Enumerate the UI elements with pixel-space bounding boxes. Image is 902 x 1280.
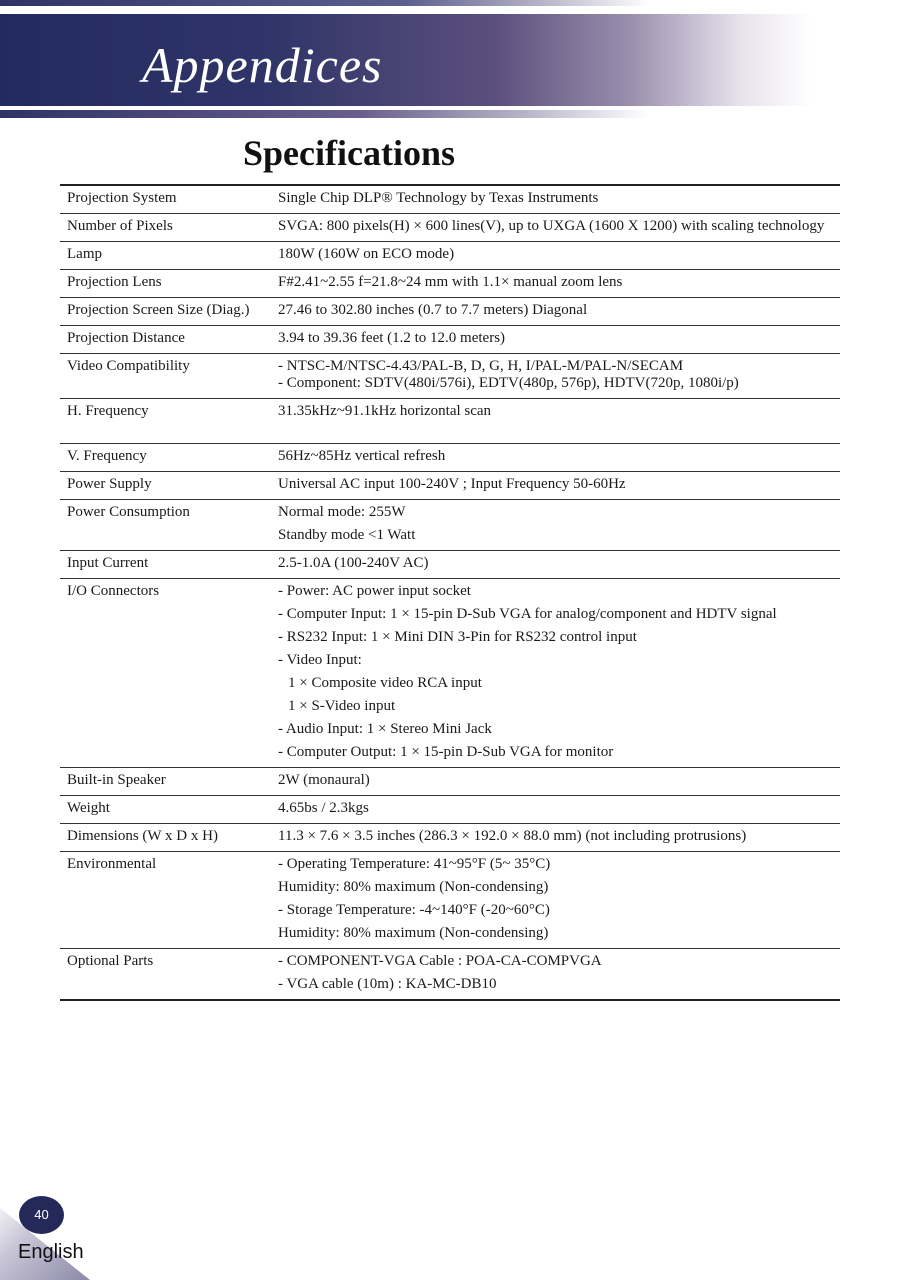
spec-value-line: Single Chip DLP® Technology by Texas Instruments xyxy=(278,190,599,206)
chapter-title: Appendices xyxy=(142,37,383,93)
spec-row-lamp xyxy=(60,242,840,270)
spec-label: V. Frequency xyxy=(60,444,271,472)
spec-value-line: - Audio Input: 1 × Stereo Mini Jack xyxy=(278,721,492,737)
spec-value-line: Humidity: 80% maximum (Non-condensing) xyxy=(278,879,549,895)
spec-value-line: F#2.41~2.55 f=21.8~24 mm with 1.1× manual zoom lens xyxy=(278,274,623,290)
spec-label: I/O Connectors xyxy=(60,579,271,768)
spec-value-line: 27.46 to 302.80 inches (0.7 to 7.7 meters) Diagonal xyxy=(278,302,588,318)
section-title: Specifications xyxy=(243,133,455,173)
spec-value-line: - COMPONENT-VGA Cable : POA-CA-COMPVGA xyxy=(278,953,602,969)
spec-value xyxy=(271,852,840,949)
spec-value-line: - Video Input: xyxy=(278,652,362,668)
spec-value xyxy=(271,472,840,500)
spec-label: Projection Lens xyxy=(60,270,271,298)
spec-label: Weight xyxy=(60,796,271,824)
spec-row-built-in-speaker xyxy=(60,768,840,796)
spec-value-line: Humidity: 80% maximum (Non-condensing) xyxy=(278,925,549,941)
spec-label: H. Frequency xyxy=(60,399,271,444)
spec-row-power-consumption xyxy=(60,500,840,551)
spec-row-h-frequency xyxy=(60,399,840,444)
spec-row-power-supply xyxy=(60,472,840,500)
spec-value-line: - Component: SDTV(480i/576i), EDTV(480p, 576p), HDTV(720p, 1080i/p) xyxy=(278,375,739,391)
spec-label: Lamp xyxy=(60,242,271,270)
spec-value-line: 11.3 × 7.6 × 3.5 inches (286.3 × 192.0 × 88.0 mm) (not including protrusions) xyxy=(278,828,747,844)
spec-value xyxy=(271,242,840,270)
spec-row-environmental xyxy=(60,852,840,949)
spec-row-input-current xyxy=(60,551,840,579)
spec-value xyxy=(271,354,840,399)
spec-row-optional-parts xyxy=(60,949,840,1001)
spec-value-line: Universal AC input 100-240V ; Input Frequency 50-60Hz xyxy=(278,476,626,492)
spec-value xyxy=(271,399,840,444)
spec-label: Projection Screen Size (Diag.) xyxy=(60,298,271,326)
spec-row-io-connectors xyxy=(60,579,840,768)
spec-value-line: 31.35kHz~91.1kHz horizontal scan xyxy=(278,403,492,419)
spec-value xyxy=(271,579,840,768)
spec-value-line: - Computer Output: 1 × 15-pin D-Sub VGA for monitor xyxy=(278,744,614,760)
spec-value-line: - VGA cable (10m) : KA-MC-DB10 xyxy=(278,976,497,992)
spec-row-dimensions xyxy=(60,824,840,852)
spec-label: Projection System xyxy=(60,185,271,214)
spec-value xyxy=(271,298,840,326)
banner-bottom-strip xyxy=(0,110,902,118)
spec-value-line: 1 × Composite video RCA input xyxy=(288,675,482,691)
spec-row-video-compatibility xyxy=(60,354,840,399)
spec-value xyxy=(271,270,840,298)
spec-value xyxy=(271,185,840,214)
spec-value xyxy=(271,949,840,1001)
spec-label: Power Supply xyxy=(60,472,271,500)
specifications-table xyxy=(60,184,840,1001)
spec-row-number-of-pixels xyxy=(60,214,840,242)
spec-row-projection-screen-size xyxy=(60,298,840,326)
spec-row-projection-distance xyxy=(60,326,840,354)
spec-value xyxy=(271,551,840,579)
spec-value-line: 3.94 to 39.36 feet (1.2 to 12.0 meters) xyxy=(278,330,506,346)
spec-value-line: Normal mode: 255W xyxy=(278,504,406,520)
spec-value-line: - RS232 Input: 1 × Mini DIN 3-Pin for RS232 control input xyxy=(278,629,637,645)
top-decorative-strip xyxy=(0,0,902,6)
spec-value xyxy=(271,444,840,472)
spec-label: Optional Parts xyxy=(60,949,271,1001)
spec-label: Input Current xyxy=(60,551,271,579)
spec-label: Dimensions (W x D x H) xyxy=(60,824,271,852)
spec-value xyxy=(271,768,840,796)
page-number: 40 xyxy=(19,1196,64,1234)
chapter-banner xyxy=(0,14,902,106)
spec-label: Projection Distance xyxy=(60,326,271,354)
spec-value-line: - Operating Temperature: 41~95°F (5~ 35°C) xyxy=(278,856,551,872)
spec-row-projection-lens xyxy=(60,270,840,298)
spec-value-line: 1 × S-Video input xyxy=(288,698,396,714)
spec-value xyxy=(271,796,840,824)
spec-value xyxy=(271,824,840,852)
page-language-label: English xyxy=(18,1241,84,1263)
spec-value-line: - Computer Input: 1 × 15-pin D-Sub VGA for analog/component and HDTV signal xyxy=(278,606,777,622)
spec-value xyxy=(271,214,840,242)
spec-value-line: 4.65bs / 2.3kgs xyxy=(278,800,369,816)
spec-value-line: 56Hz~85Hz vertical refresh xyxy=(278,448,446,464)
spec-label: Environmental xyxy=(60,852,271,949)
spec-row-projection-system xyxy=(60,185,840,214)
spec-value-line: - Storage Temperature: -4~140°F (-20~60°C) xyxy=(278,902,550,918)
spec-value-line: - NTSC-M/NTSC-4.43/PAL-B, D, G, H, I/PAL-M/PAL-N/SECAM xyxy=(278,358,684,374)
spec-row-v-frequency xyxy=(60,444,840,472)
spec-value-line: SVGA: 800 pixels(H) × 600 lines(V), up to UXGA (1600 X 1200) with scaling technology xyxy=(278,218,825,234)
spec-value xyxy=(271,326,840,354)
spec-label: Video Compatibility xyxy=(60,354,271,399)
spec-value-line: 2W (monaural) xyxy=(278,772,370,788)
spec-label: Built-in Speaker xyxy=(60,768,271,796)
spec-label: Number of Pixels xyxy=(60,214,271,242)
spec-value-line: Standby mode <1 Watt xyxy=(278,527,416,543)
spec-value-line: 180W (160W on ECO mode) xyxy=(278,246,455,262)
spec-row-weight xyxy=(60,796,840,824)
spec-value xyxy=(271,500,840,551)
spec-value-line: 2.5-1.0A (100-240V AC) xyxy=(278,555,429,571)
spec-value-line: - Power: AC power input socket xyxy=(278,583,471,599)
spec-label: Power Consumption xyxy=(60,500,271,551)
